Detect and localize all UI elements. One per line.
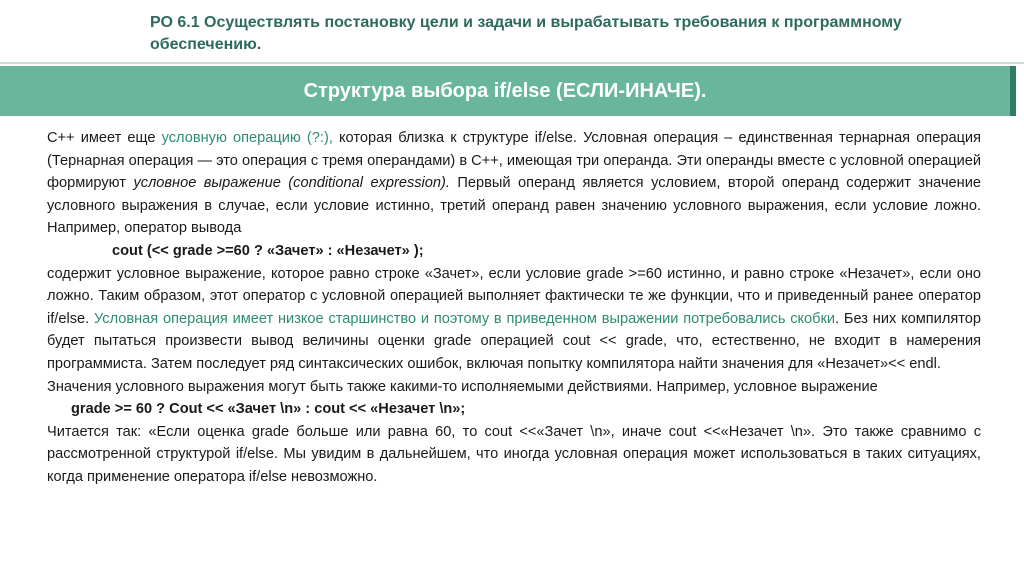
- slide-header-title: РО 6.1 Осуществлять постановку цели и задачи и вырабатывать требования к программному обеспечению.: [150, 14, 902, 53]
- code-example-2: grade >= 60 ? Cout << «Зачет \n» : cout << «Незачет \n»;: [71, 401, 466, 418]
- text: С++ имеет еще: [47, 130, 162, 146]
- paragraph-intro: [47, 127, 981, 240]
- paragraph-explanation: [47, 263, 981, 376]
- highlight-text: условную операцию (?:),: [161, 130, 333, 146]
- code-example-1: cout (<< grade >=60 ? «Зачет» : «Незачет» );: [112, 242, 424, 259]
- text: которая близка к структуре if/else. Условная операция – единственная тернарная операция (Тернарная операция — это операция с тремя операндами) в С++, имеющая три операнда. Эти операнды вместе с условной операцией формируют: [47, 130, 981, 192]
- slide-content: [47, 127, 981, 489]
- text: содержит условное выражение, которое равно строке «Зачет», если условие grade >=60 истинно, и равно строке «Незачет», если оно ложно. Таким образом, этот оператор с условной операцией выполняет фактически те же функции, что и приведенный ранее оператор if/else.: [47, 265, 981, 327]
- section-banner: [0, 66, 1016, 116]
- paragraph-actions: Значения условного выражения могут быть также какими-то исполняемыми действиями. Например, условное выражение: [47, 378, 878, 395]
- header-divider: [0, 62, 1024, 64]
- paragraph-reading: Читается так: «Если оценка grade больше или равна 60, то cout <<«Зачет \n», иначе cout <<«Незачет \n». Это также сравнимо с рассмотренной структурой if/else. Мы увидим в дальнейшем, что иногда условная операция может использоваться в таких ситуациях, когда применение оператора if/else невозможно.: [47, 423, 981, 485]
- text: Первый операнд является условием, второй операнд содержит значение условного выражения в случае, если условие истинно, третий операнд равен значению условного выражения, если условие ложно. Например, оператор вывода: [47, 175, 981, 237]
- highlight-text: Условная операция имеет низкое старшинство и поэтому в приведенном выражении потребовались скобки: [93, 310, 836, 327]
- text: . Без них компилятор будет пытаться произвести вывод величины оценки grade операцией cout << grade, что, естественно, не входит в намерения программиста. Затем последует ряд синтаксических ошибок, включая попытку компилятора найти значения для «Незачет»<< endl.: [47, 310, 982, 372]
- banner-title: Структура выбора if/else (ЕСЛИ-ИНАЧЕ).: [303, 80, 707, 102]
- italic-text: условное выражение (conditional expression).: [133, 175, 450, 192]
